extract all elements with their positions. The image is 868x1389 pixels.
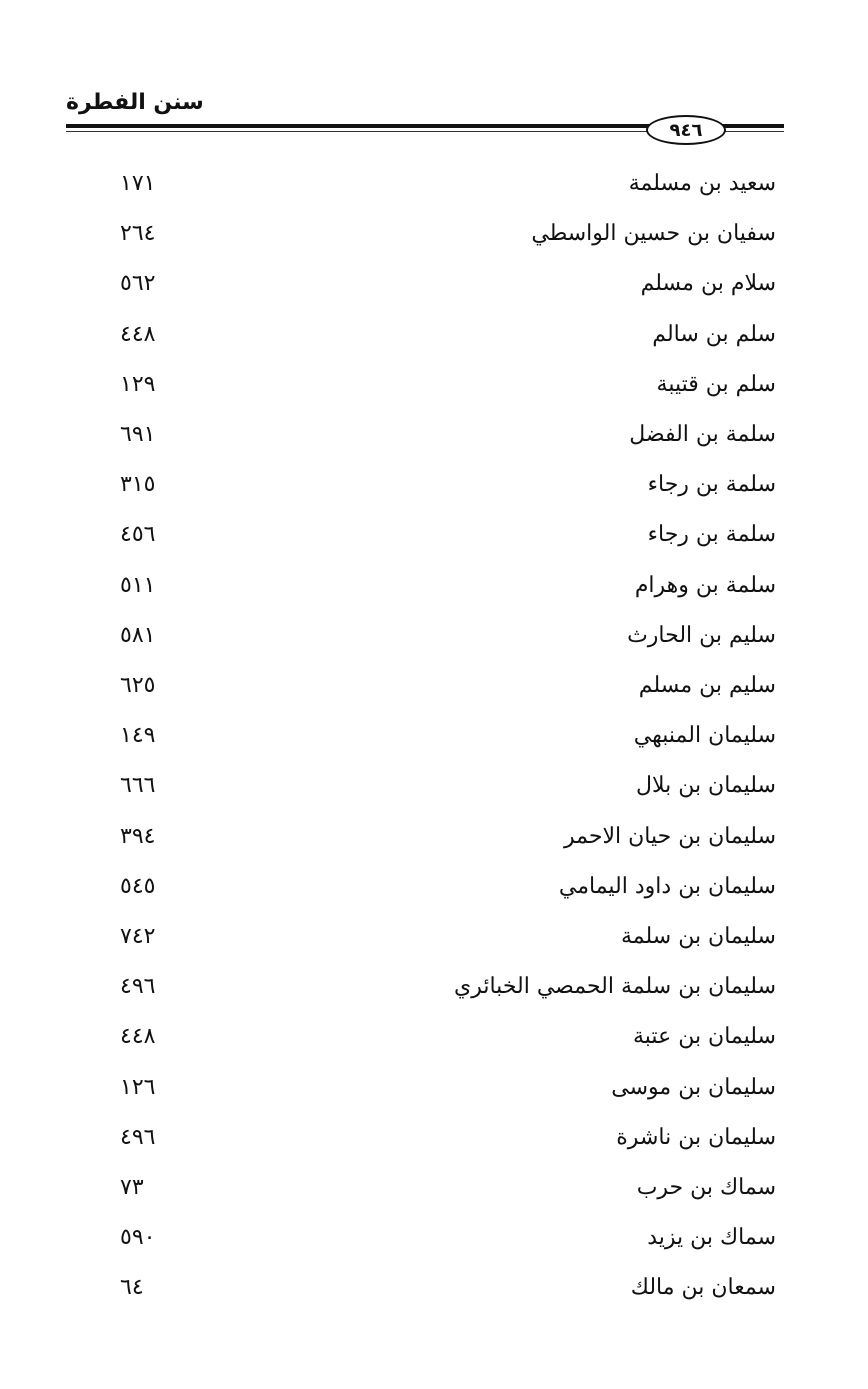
entry-name: سعيد بن مسلمة: [628, 171, 776, 196]
entry-page-number: ٥٤٥: [120, 873, 156, 899]
entry-name: سمعان بن مالك: [630, 1275, 776, 1301]
entry-name: سلم بن قتيبة: [656, 371, 776, 397]
index-entry: [0, 565, 868, 615]
entry-name: سلمة بن الفضل: [629, 422, 776, 447]
index-entry: [0, 966, 868, 1016]
index-entry: [0, 414, 868, 464]
index-entry: [0, 1016, 868, 1066]
entry-name: سليمان بن ناشرة: [616, 1124, 776, 1150]
entry-name: سلمة بن رجاء: [647, 472, 776, 498]
entry-page-number: ٧٤٢: [120, 924, 156, 949]
entry-page-number: ١٧١: [120, 171, 156, 196]
entry-name: سلمة بن وهرام: [634, 572, 776, 598]
entry-name: سلمة بن رجاء: [647, 522, 776, 548]
entry-name: سليمان بن حيان الاحمر: [564, 823, 776, 849]
entry-name: سليمان بن عتبة: [633, 1024, 776, 1050]
entry-page-number: ٧٣: [120, 1175, 144, 1200]
index-entry: [0, 765, 868, 815]
entry-name: سماك بن حرب: [636, 1175, 776, 1200]
index-entry: [0, 364, 868, 414]
index-entry: [0, 615, 868, 665]
entry-name: سليمان بن موسى: [611, 1074, 776, 1100]
index-entry: [0, 1117, 868, 1167]
entry-page-number: ٣٩٤: [120, 823, 156, 849]
entry-page-number: ٤٩٦: [120, 1124, 156, 1150]
index-entry: [0, 665, 868, 715]
entry-page-number: ٦٦٦: [120, 773, 156, 799]
index-entry: [0, 715, 868, 765]
index-entry: [0, 1217, 868, 1267]
index-entry: [0, 464, 868, 514]
entry-page-number: ٦٤: [120, 1275, 144, 1301]
entry-name: سماك بن يزيد: [647, 1225, 776, 1251]
entry-name: سليمان بن سلمة: [620, 924, 776, 949]
entry-page-number: ٥١١: [120, 572, 156, 598]
index-entry: [0, 514, 868, 564]
book-title: سنن الفطرة: [66, 90, 204, 115]
entry-page-number: ٤٤٨: [120, 321, 156, 347]
entry-name: سليمان بن داود اليمامي: [558, 873, 776, 899]
index-entry: [0, 1267, 868, 1317]
entry-name: سلم بن سالم: [652, 321, 776, 347]
index-entry: [0, 163, 868, 213]
entry-name: سليمان بن سلمة الحمصي الخبائري: [454, 974, 776, 1000]
index-entry: [0, 816, 868, 866]
index-entry: [0, 1167, 868, 1217]
index-entry: [0, 314, 868, 364]
entry-page-number: ٦٢٥: [120, 673, 156, 698]
entry-page-number: ٥٦٢: [120, 271, 156, 297]
entry-page-number: ٦٩١: [120, 422, 156, 447]
entry-page-number: ٢٦٤: [120, 221, 156, 247]
page-header: [66, 84, 784, 144]
index-entry: [0, 1067, 868, 1117]
entry-page-number: ٥٩٠: [120, 1225, 156, 1251]
entry-page-number: ٤٩٦: [120, 974, 156, 1000]
entry-page-number: ٥٨١: [120, 622, 156, 648]
entry-page-number: ١٢٩: [120, 371, 156, 397]
entry-page-number: ١٢٦: [120, 1074, 156, 1100]
index-entry: [0, 916, 868, 966]
entry-page-number: ٤٥٦: [120, 522, 156, 548]
entry-page-number: ١٤٩: [120, 723, 156, 749]
index-entry: [0, 263, 868, 313]
entry-name: سلام بن مسلم: [640, 271, 776, 297]
index-entry: [0, 213, 868, 263]
entry-name: سليم بن الحارث: [627, 622, 776, 648]
entry-name: سليمان المنبهي: [633, 723, 776, 749]
entry-name: سفيان بن حسين الواسطي: [531, 221, 776, 247]
entry-page-number: ٣١٥: [120, 472, 156, 498]
page-number: ٩٤٦: [646, 115, 726, 145]
entry-page-number: ٤٤٨: [120, 1024, 156, 1050]
index-entry: [0, 866, 868, 916]
entry-name: سليمان بن بلال: [635, 773, 776, 799]
entry-name: سليم بن مسلم: [638, 673, 776, 698]
